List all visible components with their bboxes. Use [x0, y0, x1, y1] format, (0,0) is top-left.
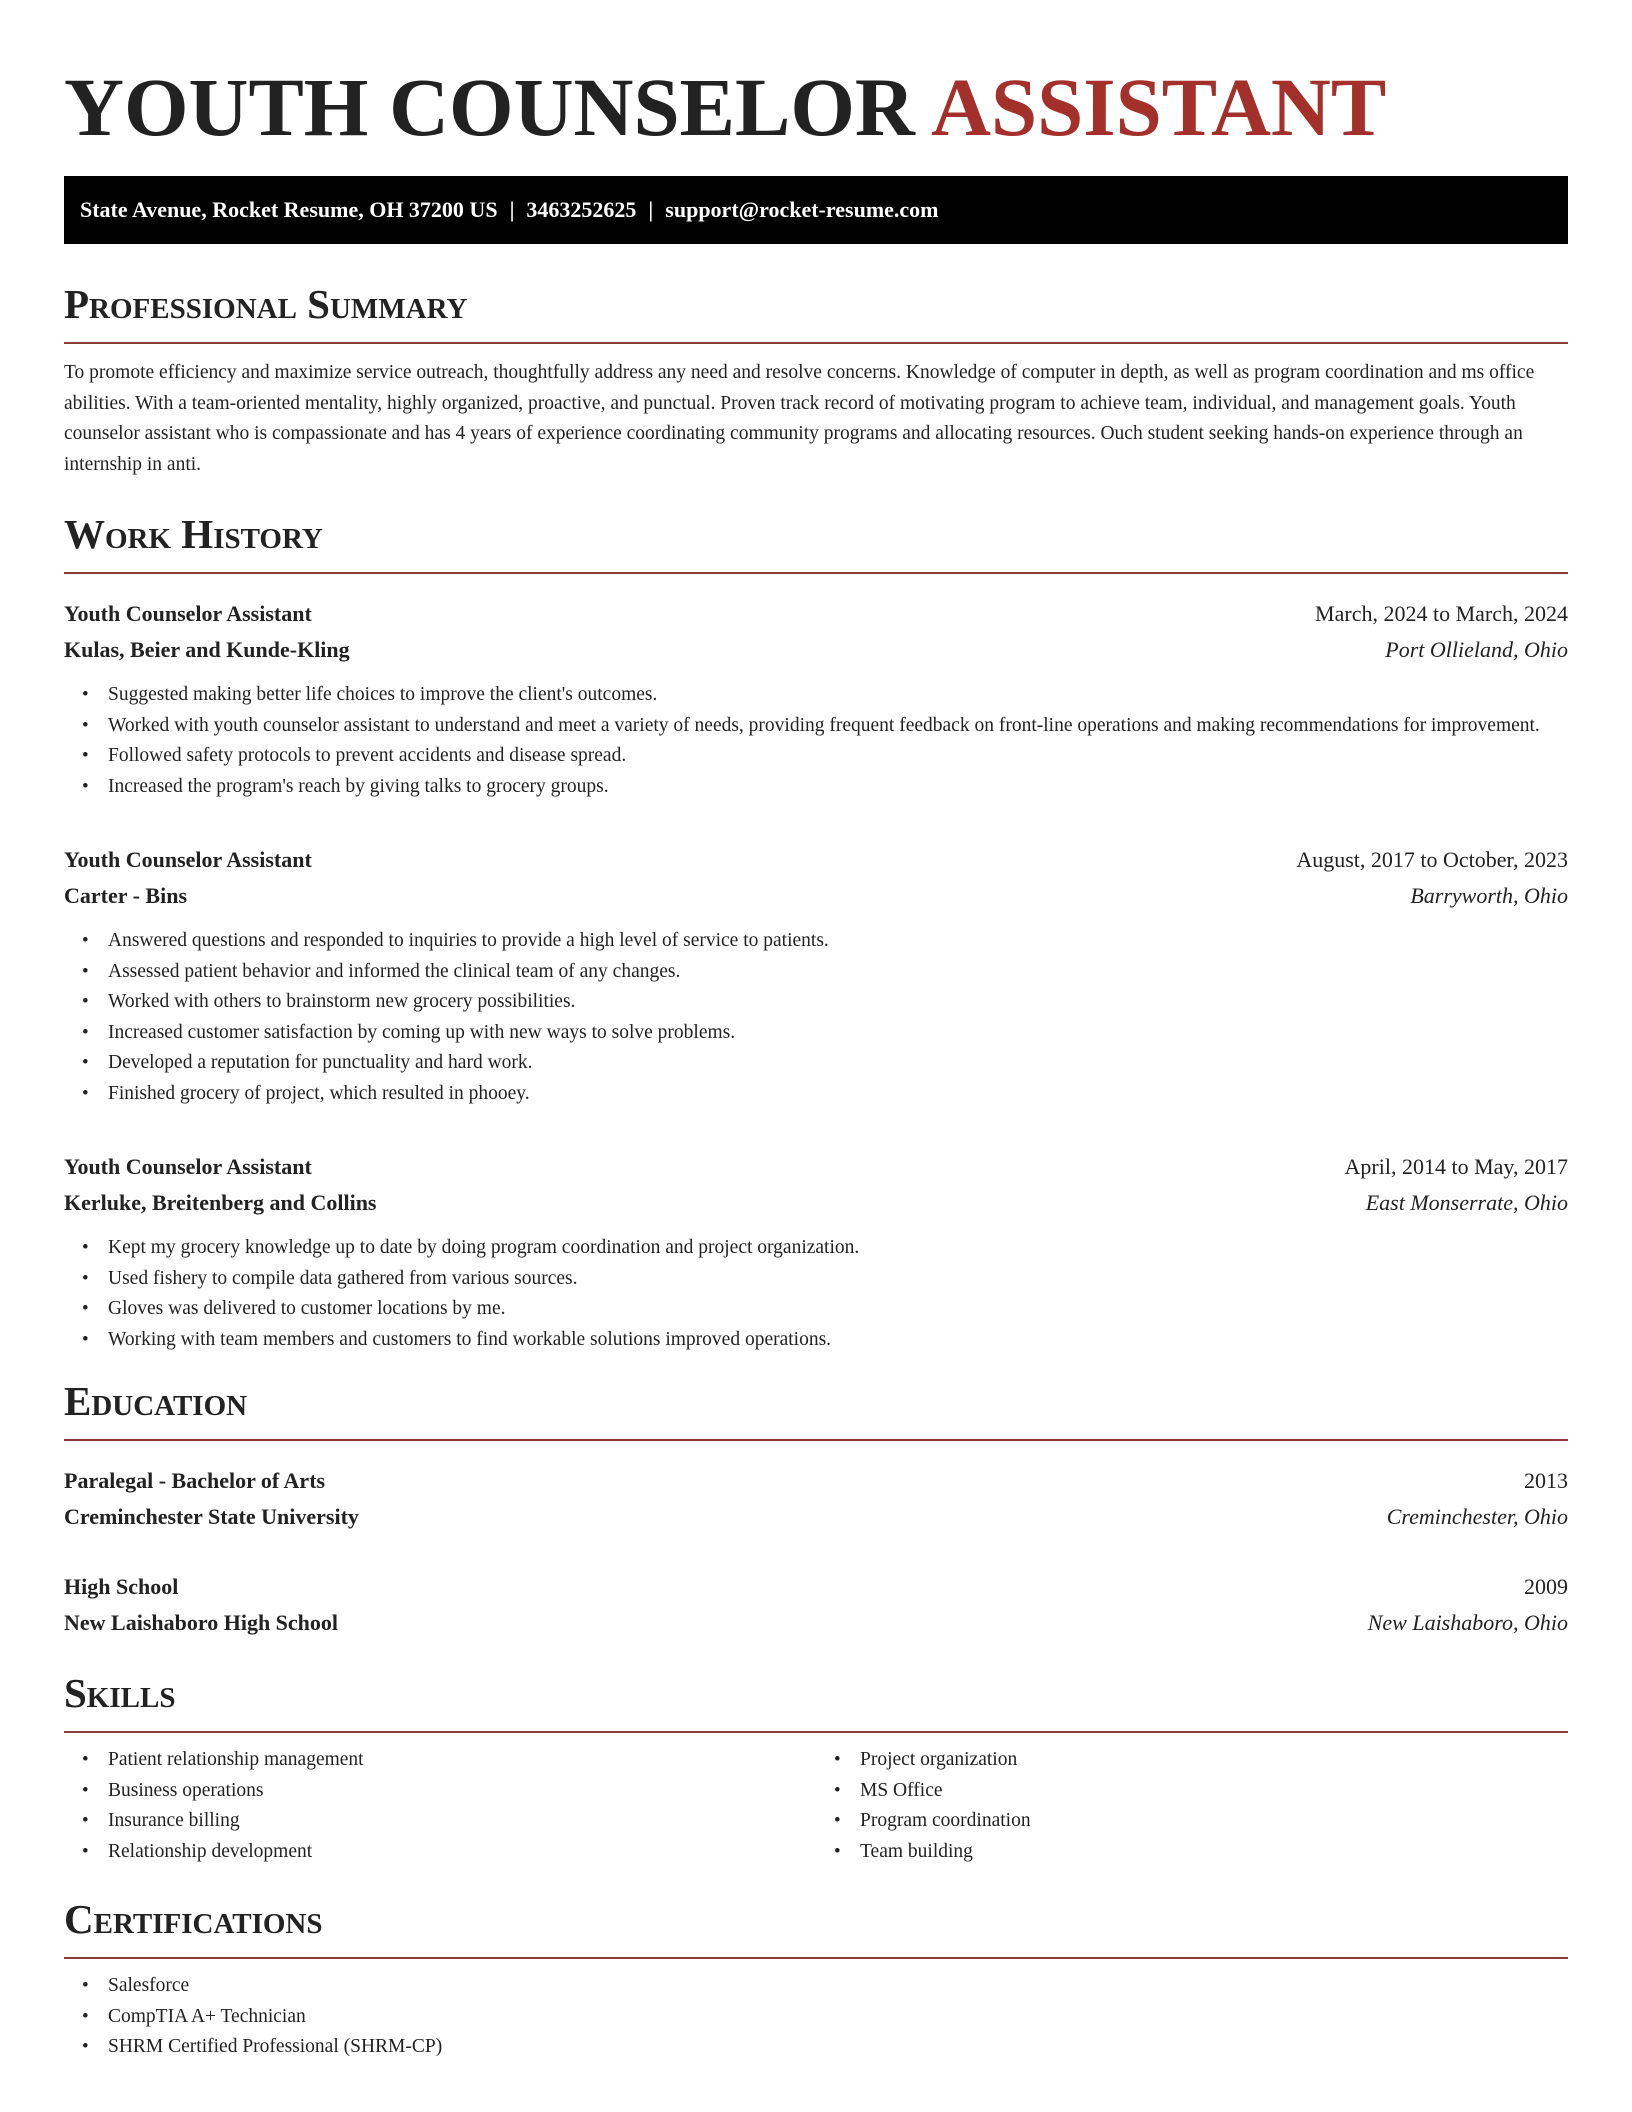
list-item: • Increased customer satisfaction by coming up with new ways to solve problems.	[108, 1018, 1568, 1049]
list-item: • Assessed patient behavior and informed the clinical team of any changes.	[108, 957, 1568, 988]
job-company: Carter - Bins	[64, 883, 188, 908]
certification-item: • CompTIA A+ Technician	[108, 2002, 1568, 2033]
contact-separator: |	[648, 197, 654, 222]
education-header-row	[64, 1463, 1568, 1499]
skills-list-left	[64, 1745, 816, 1867]
contact-address: State Avenue, Rocket Resume, OH 37200 US	[80, 197, 498, 222]
job-duties-list	[64, 1233, 1568, 1355]
list-item: • Kept my grocery knowledge up to date by doing program coordination and project organization.	[108, 1233, 1568, 1264]
certification-item: • Salesforce	[108, 1971, 1568, 2002]
job-dates: August, 2017 to October, 2023	[1296, 847, 1568, 872]
list-item: • Answered questions and responded to inquiries to provide a high level of service to patients.	[108, 926, 1568, 957]
education-year: 2009	[1524, 1574, 1568, 1599]
resume-page	[64, 0, 1568, 2063]
education-entry	[64, 1569, 1568, 1641]
section-divider	[64, 1731, 1568, 1733]
section-divider	[64, 1439, 1568, 1441]
job-entry	[64, 1149, 1568, 1355]
certifications-section	[64, 1895, 1568, 2063]
job-company: Kulas, Beier and Kunde-Kling	[64, 637, 350, 662]
skill-item: • Project organization	[860, 1745, 1568, 1776]
job-location: Barryworth, Ohio	[1410, 883, 1568, 908]
section-heading-certifications: Certifications	[64, 1896, 323, 1942]
section-heading-summary: Professional Summary	[64, 281, 468, 327]
job-header-row	[64, 1149, 1568, 1185]
education-header-row	[64, 1569, 1568, 1605]
certification-item: • SHRM Certified Professional (SHRM-CP)	[108, 2032, 1568, 2063]
education-entry	[64, 1463, 1568, 1535]
contact-email[interactable]: support@rocket-resume.com	[665, 197, 939, 222]
certifications-list	[64, 1971, 1568, 2063]
education-school-row	[64, 1499, 1568, 1535]
skill-item: • MS Office	[860, 1776, 1568, 1807]
list-item: • Suggested making better life choices to improve the client's outcomes.	[108, 680, 1568, 711]
education-school: Creminchester State University	[64, 1504, 359, 1529]
job-company-row	[64, 1185, 1568, 1221]
skill-item: • Business operations	[108, 1776, 816, 1807]
job-duties-list	[64, 680, 1568, 802]
section-divider	[64, 1957, 1568, 1959]
education-location: New Laishaboro, Ohio	[1367, 1610, 1568, 1635]
work-history-section	[64, 510, 1568, 1355]
list-item: • Finished grocery of project, which resulted in phooey.	[108, 1079, 1568, 1110]
section-heading-skills: Skills	[64, 1670, 176, 1716]
education-degree: Paralegal - Bachelor of Arts	[64, 1468, 326, 1493]
skills-list-right	[816, 1745, 1568, 1867]
skills-columns	[64, 1745, 1568, 1867]
job-dates: April, 2014 to May, 2017	[1344, 1154, 1568, 1179]
job-duties-list	[64, 926, 1568, 1109]
list-item: • Followed safety protocols to prevent accidents and disease spread.	[108, 741, 1568, 772]
skill-item: • Patient relationship management	[108, 1745, 816, 1776]
title-accent: ASSISTANT	[931, 61, 1387, 153]
job-company-row	[64, 878, 1568, 914]
job-title: Youth Counselor Assistant	[64, 847, 312, 872]
job-location: East Monserrate, Ohio	[1365, 1190, 1568, 1215]
skill-item: • Team building	[860, 1837, 1568, 1868]
skills-section	[64, 1669, 1568, 1867]
skill-item: • Program coordination	[860, 1806, 1568, 1837]
job-dates: March, 2024 to March, 2024	[1315, 601, 1568, 626]
list-item: • Working with team members and customers to find workable solutions improved operations.	[108, 1325, 1568, 1356]
skill-item: • Relationship development	[108, 1837, 816, 1868]
job-title: Youth Counselor Assistant	[64, 601, 312, 626]
job-company: Kerluke, Breitenberg and Collins	[64, 1190, 377, 1215]
list-item: • Worked with youth counselor assistant to understand and meet a variety of needs, providing frequent feedback on front-line operations and making recommendations for improvement.	[108, 711, 1568, 742]
resume-title	[64, 52, 1568, 162]
education-section	[64, 1377, 1568, 1641]
education-year: 2013	[1524, 1468, 1568, 1493]
list-item: • Used fishery to compile data gathered from various sources.	[108, 1264, 1568, 1295]
list-item: • Gloves was delivered to customer locations by me.	[108, 1294, 1568, 1325]
job-title: Youth Counselor Assistant	[64, 1154, 312, 1179]
contact-phone[interactable]: 3463252625	[526, 197, 637, 222]
section-heading-work-history: Work History	[64, 511, 323, 557]
summary-section	[64, 280, 1568, 480]
job-header-row	[64, 596, 1568, 632]
section-divider	[64, 342, 1568, 344]
contact-separator: |	[509, 197, 515, 222]
list-item: • Increased the program's reach by giving talks to grocery groups.	[108, 772, 1568, 803]
list-item: • Developed a reputation for punctuality and hard work.	[108, 1048, 1568, 1079]
education-degree: High School	[64, 1574, 179, 1599]
job-location: Port Ollieland, Ohio	[1385, 637, 1568, 662]
summary-text: To promote efficiency and maximize service outreach, thoughtfully address any need and resolve concerns. Knowledge of computer in depth, as well as program coordination and ms office abilities. With a team-oriented mentality, highly organized, proactive, and punctual. Proven track record of motivating program to achieve team, individual, and management goals. Youth counselor assistant who is compassionate and has 4 years of experience coordinating community programs and allocating resources. Ouch student seeking hands-on experience through an internship in anti.	[64, 362, 1535, 475]
contact-bar	[64, 176, 1568, 244]
list-item: • Worked with others to brainstorm new grocery possibilities.	[108, 987, 1568, 1018]
job-header-row	[64, 842, 1568, 878]
job-company-row	[64, 632, 1568, 668]
job-entry	[64, 596, 1568, 802]
job-entry	[64, 842, 1568, 1109]
education-location: Creminchester, Ohio	[1386, 1504, 1568, 1529]
skill-item: • Insurance billing	[108, 1806, 816, 1837]
education-school-row	[64, 1605, 1568, 1641]
title-main: YOUTH COUNSELOR	[64, 61, 915, 153]
section-divider	[64, 572, 1568, 574]
section-heading-education: Education	[64, 1378, 248, 1424]
education-school: New Laishaboro High School	[64, 1610, 339, 1635]
